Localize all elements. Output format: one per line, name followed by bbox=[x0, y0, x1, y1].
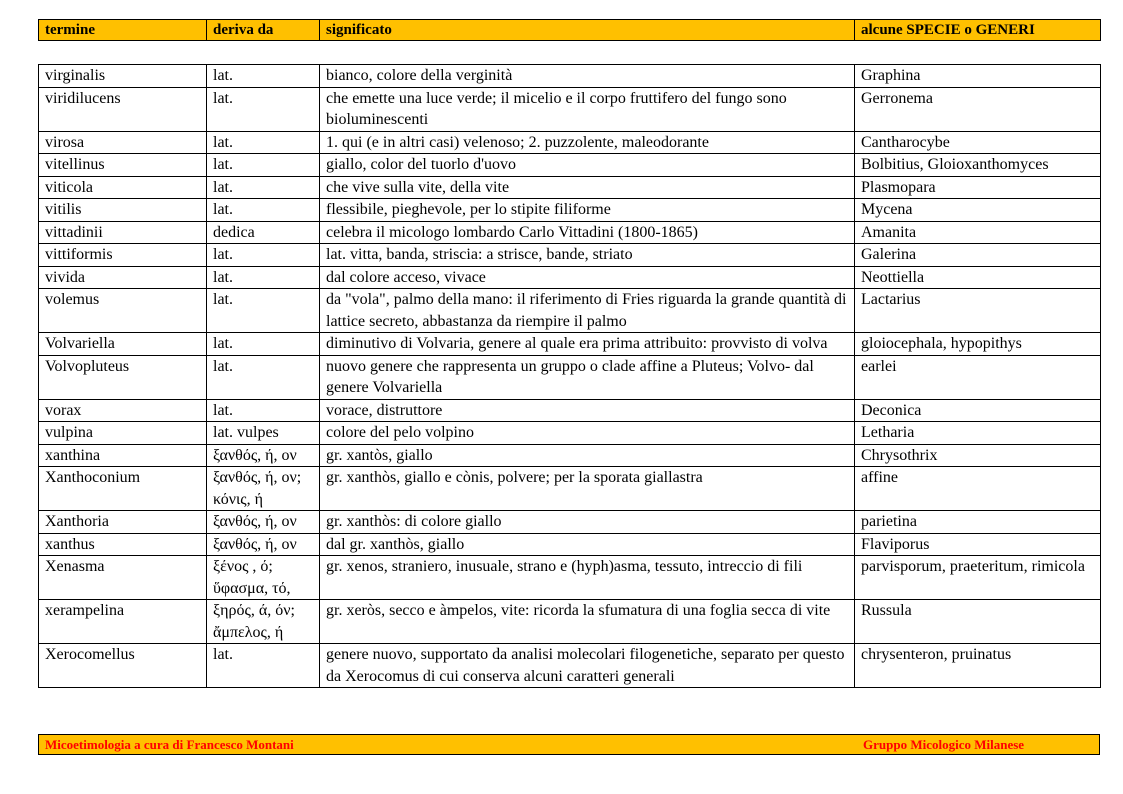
cell-deriva-da: lat. bbox=[207, 131, 320, 154]
cell-termine: xanthina bbox=[39, 444, 207, 467]
table-row bbox=[39, 244, 1101, 267]
cell-termine: Xerocomellus bbox=[39, 644, 207, 688]
cell-specie: Mycena bbox=[855, 199, 1101, 222]
cell-significato: nuovo genere che rappresenta un gruppo o clade affine a Pluteus; Volvo- dal genere Volvariella bbox=[320, 355, 855, 399]
cell-specie: chrysenteron, pruinatus bbox=[855, 644, 1101, 688]
cell-termine: Xanthoconium bbox=[39, 467, 207, 511]
table-row bbox=[39, 644, 1101, 688]
cell-termine: vitilis bbox=[39, 199, 207, 222]
header-row bbox=[39, 20, 1101, 41]
header-significato: significato bbox=[320, 20, 855, 41]
table-row bbox=[39, 511, 1101, 534]
cell-termine: xerampelina bbox=[39, 600, 207, 644]
cell-significato: diminutivo di Volvaria, genere al quale era prima attribuito: provvisto di volva bbox=[320, 333, 855, 356]
cell-termine: vittiformis bbox=[39, 244, 207, 267]
table-row bbox=[39, 533, 1101, 556]
cell-deriva-da: lat. bbox=[207, 355, 320, 399]
cell-deriva-da: lat. bbox=[207, 65, 320, 88]
cell-significato: colore del pelo volpino bbox=[320, 422, 855, 445]
glossary-table bbox=[38, 64, 1101, 688]
cell-deriva-da: lat. bbox=[207, 244, 320, 267]
cell-significato: da "vola", palmo della mano: il riferimento di Fries riguarda la grande quantità di lattice secreto, abbastanza da riempire il palmo bbox=[320, 289, 855, 333]
cell-significato: gr. xantòs, giallo bbox=[320, 444, 855, 467]
table-row bbox=[39, 266, 1101, 289]
cell-significato: lat. vitta, banda, striscia: a strisce, bande, striato bbox=[320, 244, 855, 267]
cell-termine: vitellinus bbox=[39, 154, 207, 177]
header-termine: termine bbox=[39, 20, 207, 41]
cell-significato: vorace, distruttore bbox=[320, 399, 855, 422]
cell-significato: gr. xenos, straniero, inusuale, strano e (hyph)asma, tessuto, intreccio di fili bbox=[320, 556, 855, 600]
cell-significato: giallo, color del tuorlo d'uovo bbox=[320, 154, 855, 177]
cell-specie: Cantharocybe bbox=[855, 131, 1101, 154]
table-row bbox=[39, 600, 1101, 644]
cell-deriva-da: dedica bbox=[207, 221, 320, 244]
cell-significato: che vive sulla vite, della vite bbox=[320, 176, 855, 199]
cell-deriva-da: lat. bbox=[207, 87, 320, 131]
cell-significato: dal colore acceso, vivace bbox=[320, 266, 855, 289]
cell-deriva-da: lat. vulpes bbox=[207, 422, 320, 445]
cell-specie: Graphina bbox=[855, 65, 1101, 88]
cell-deriva-da: ξανθός, ή, ον bbox=[207, 511, 320, 534]
cell-termine: viridilucens bbox=[39, 87, 207, 131]
table-row bbox=[39, 176, 1101, 199]
cell-specie: parietina bbox=[855, 511, 1101, 534]
cell-specie: earlei bbox=[855, 355, 1101, 399]
cell-termine: virginalis bbox=[39, 65, 207, 88]
footer-author: Micoetimologia a cura di Francesco Montani bbox=[45, 737, 294, 752]
cell-termine: Volvopluteus bbox=[39, 355, 207, 399]
table-row bbox=[39, 87, 1101, 131]
table-row bbox=[39, 65, 1101, 88]
cell-termine: virosa bbox=[39, 131, 207, 154]
cell-deriva-da: ξανθός, ή, ον; κόνις, ή bbox=[207, 467, 320, 511]
cell-deriva-da: lat. bbox=[207, 644, 320, 688]
cell-specie: Lactarius bbox=[855, 289, 1101, 333]
cell-specie: Amanita bbox=[855, 221, 1101, 244]
cell-termine: xanthus bbox=[39, 533, 207, 556]
cell-deriva-da: lat. bbox=[207, 199, 320, 222]
cell-termine: viticola bbox=[39, 176, 207, 199]
footer-bar bbox=[38, 734, 1100, 755]
table-row bbox=[39, 355, 1101, 399]
cell-specie: Deconica bbox=[855, 399, 1101, 422]
table-row bbox=[39, 221, 1101, 244]
cell-specie: Chrysothrix bbox=[855, 444, 1101, 467]
cell-termine: vittadinii bbox=[39, 221, 207, 244]
table-row bbox=[39, 154, 1101, 177]
cell-termine: Xenasma bbox=[39, 556, 207, 600]
cell-specie: parvisporum, praeteritum, rimicola bbox=[855, 556, 1101, 600]
cell-deriva-da: lat. bbox=[207, 266, 320, 289]
cell-deriva-da: ξανθός, ή, ον bbox=[207, 533, 320, 556]
cell-specie: gloiocephala, hypopithys bbox=[855, 333, 1101, 356]
cell-significato: flessibile, pieghevole, per lo stipite filiforme bbox=[320, 199, 855, 222]
cell-specie: Bolbitius, Gloioxanthomyces bbox=[855, 154, 1101, 177]
cell-termine: vorax bbox=[39, 399, 207, 422]
cell-significato: genere nuovo, supportato da analisi molecolari filogenetiche, separato per questo da Xerocomus di cui conserva alcuni caratteri generali bbox=[320, 644, 855, 688]
table-row bbox=[39, 399, 1101, 422]
cell-specie: Plasmopara bbox=[855, 176, 1101, 199]
cell-significato: gr. xanthòs, giallo e cònis, polvere; per la sporata giallastra bbox=[320, 467, 855, 511]
header-specie-generi: alcune SPECIE o GENERI bbox=[855, 20, 1101, 41]
cell-deriva-da: lat. bbox=[207, 289, 320, 333]
cell-specie: Russula bbox=[855, 600, 1101, 644]
cell-significato: gr. xeròs, secco e àmpelos, vite: ricorda la sfumatura di una foglia secca di vite bbox=[320, 600, 855, 644]
table-row bbox=[39, 467, 1101, 511]
cell-significato: 1. qui (e in altri casi) velenoso; 2. puzzolente, maleodorante bbox=[320, 131, 855, 154]
table-row bbox=[39, 289, 1101, 333]
cell-termine: vivida bbox=[39, 266, 207, 289]
table-row bbox=[39, 131, 1101, 154]
cell-specie: Galerina bbox=[855, 244, 1101, 267]
cell-termine: Xanthoria bbox=[39, 511, 207, 534]
table-row bbox=[39, 333, 1101, 356]
cell-specie: Flaviporus bbox=[855, 533, 1101, 556]
cell-specie: Gerronema bbox=[855, 87, 1101, 131]
cell-specie: Letharia bbox=[855, 422, 1101, 445]
cell-deriva-da: ξένος , ό; ὕφασμα, τό, bbox=[207, 556, 320, 600]
cell-deriva-da: lat. bbox=[207, 154, 320, 177]
cell-specie: affine bbox=[855, 467, 1101, 511]
cell-significato: celebra il micologo lombardo Carlo Vittadini (1800-1865) bbox=[320, 221, 855, 244]
cell-deriva-da: ξανθός, ή, ον bbox=[207, 444, 320, 467]
cell-significato: gr. xanthòs: di colore giallo bbox=[320, 511, 855, 534]
header-table bbox=[38, 19, 1101, 41]
cell-termine: volemus bbox=[39, 289, 207, 333]
cell-deriva-da: lat. bbox=[207, 399, 320, 422]
cell-deriva-da: ξηρός, ά, όν; ἄμπελος, ή bbox=[207, 600, 320, 644]
table-row bbox=[39, 422, 1101, 445]
cell-significato: bianco, colore della verginità bbox=[320, 65, 855, 88]
cell-significato: che emette una luce verde; il micelio e il corpo fruttifero del fungo sono bioluminescenti bbox=[320, 87, 855, 131]
header-deriva-da: deriva da bbox=[207, 20, 320, 41]
table-row bbox=[39, 556, 1101, 600]
cell-specie: Neottiella bbox=[855, 266, 1101, 289]
table-row bbox=[39, 199, 1101, 222]
cell-termine: Volvariella bbox=[39, 333, 207, 356]
footer-group: Gruppo Micologico Milanese bbox=[863, 737, 1025, 752]
cell-termine: vulpina bbox=[39, 422, 207, 445]
table-row bbox=[39, 444, 1101, 467]
cell-significato: dal gr. xanthòs, giallo bbox=[320, 533, 855, 556]
cell-deriva-da: lat. bbox=[207, 333, 320, 356]
cell-deriva-da: lat. bbox=[207, 176, 320, 199]
